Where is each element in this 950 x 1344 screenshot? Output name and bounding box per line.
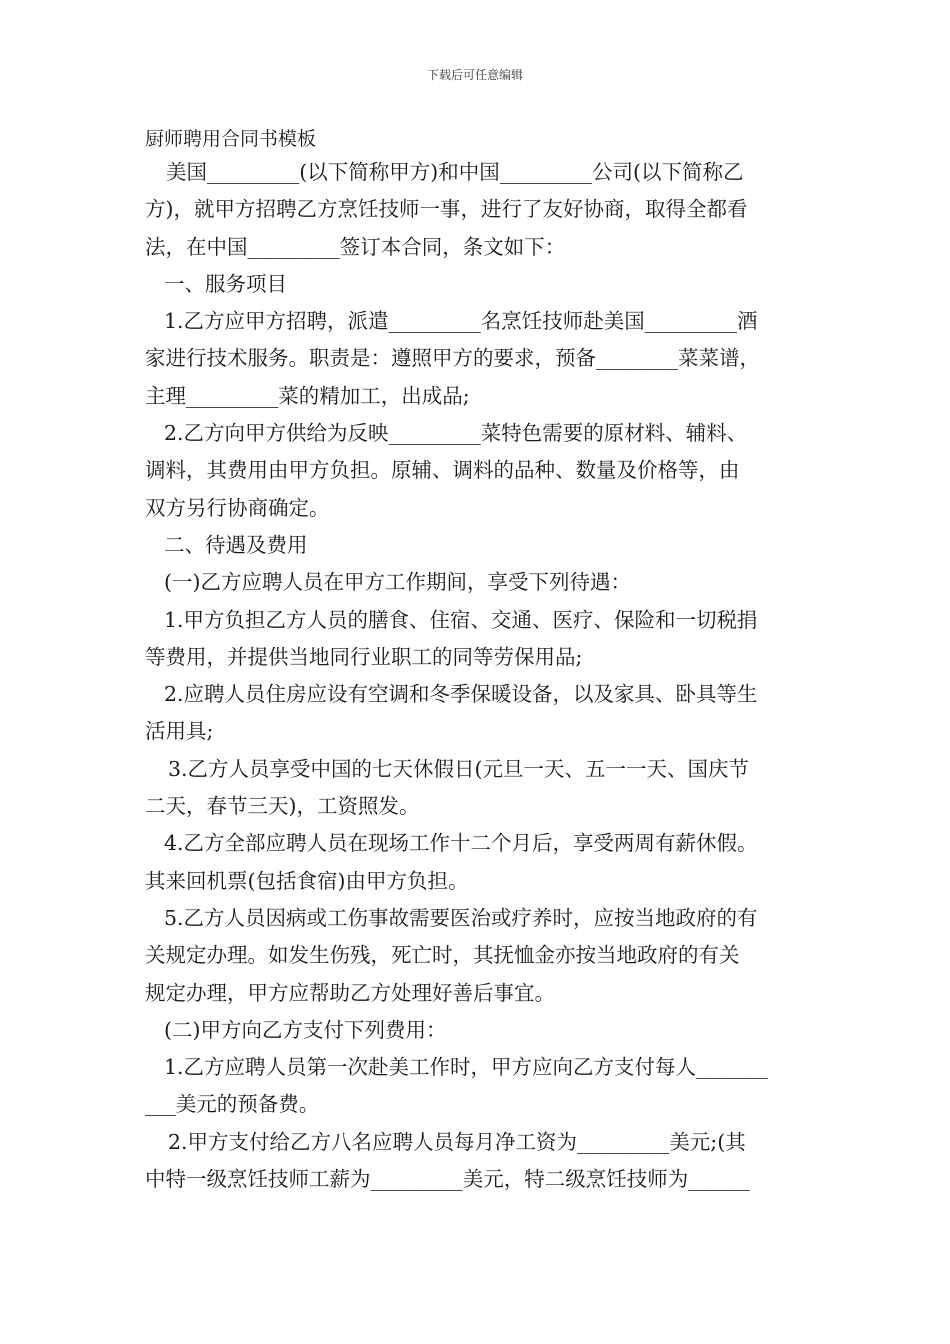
paragraph-line: 1.甲方负担乙方人员的膳食、住宿、交通、医疗、保险和一切税捐 <box>164 607 758 632</box>
paragraph-line: 美国_________(以下简称甲方)和中国_________公司(以下简称乙 <box>166 160 744 184</box>
paragraph-line: 1.乙方应聘人员第一次赴美工作时，甲方应向乙方支付每人_______ <box>164 1055 768 1080</box>
paragraph-line: 关规定办理。如发生伤残，死亡时，其抚恤金亦按当地政府的有关 <box>145 943 740 968</box>
section-heading: 二、待遇及费用 <box>164 532 308 557</box>
paragraph-line: 中特一级烹饪技师工薪为_________美元，特二级烹饪技师为______ <box>145 1167 750 1192</box>
paragraph-line: 其来回机票(包括食宿)由甲方负担。 <box>145 868 469 893</box>
document-title: 厨师聘用合同书模板 <box>145 128 317 150</box>
paragraph-line: 5.乙方人员因病或工伤事故需要医治或疗养时，应按当地政府的有 <box>164 905 758 930</box>
paragraph-line: 规定办理，甲方应帮助乙方处理好善后事宜。 <box>145 980 555 1005</box>
paragraph-line: ___美元的预备费。 <box>145 1092 320 1117</box>
paragraph-line: 法，在中国_________签订本合同，条文如下： <box>145 234 566 259</box>
section-heading: 一、服务项目 <box>164 271 287 296</box>
paragraph-line: 等费用，并提供当地同行业职工的同等劳保用品; <box>145 644 583 669</box>
paragraph-line: 主理_________菜的精加工，出成品; <box>145 383 470 408</box>
paragraph-line: 2.甲方支付给乙方八名应聘人员每月净工资为_________美元;(其 <box>168 1129 746 1154</box>
paragraph-line: 1.乙方应甲方招聘，派遣_________名烹饪技师赴美国_________酒 <box>164 309 758 334</box>
paragraph-line: 调料，其费用由甲方负担。原辅、调料的品种、数量及价格等，由 <box>145 458 740 483</box>
paragraph-line: 二天，春节三天)，工资照发。 <box>145 794 420 819</box>
header-note: 下载后可任意编辑 <box>426 68 523 82</box>
paragraph-line: 方)，就甲方招聘乙方烹饪技师一事，进行了友好协商，取得全都看 <box>145 197 748 222</box>
paragraph-line: 活用具; <box>145 719 214 744</box>
document-body <box>145 124 813 1198</box>
paragraph-line: 家进行技术服务。职责是：遵照甲方的要求，预备________菜菜谱， <box>145 346 760 371</box>
subsection-heading: (二)甲方向乙方支付下列费用： <box>164 1017 447 1042</box>
paragraph-line: 4.乙方全部应聘人员在现场工作十二个月后，享受两周有薪休假。 <box>164 831 758 856</box>
paragraph-line: 2.乙方向甲方供给为反映_________菜特色需要的原材料、辅料、 <box>164 421 748 446</box>
subsection-heading: (一)乙方应聘人员在甲方工作期间，享受下列待遇： <box>164 570 631 595</box>
paragraph-line: 3.乙方人员享受中国的七天休假日(元旦一天、五一一天、国庆节 <box>168 756 750 781</box>
paragraph-line: 双方另行协商确定。 <box>145 495 330 520</box>
paragraph-line: 2.应聘人员住房应设有空调和冬季保暖设备，以及家具、卧具等生 <box>164 682 758 707</box>
